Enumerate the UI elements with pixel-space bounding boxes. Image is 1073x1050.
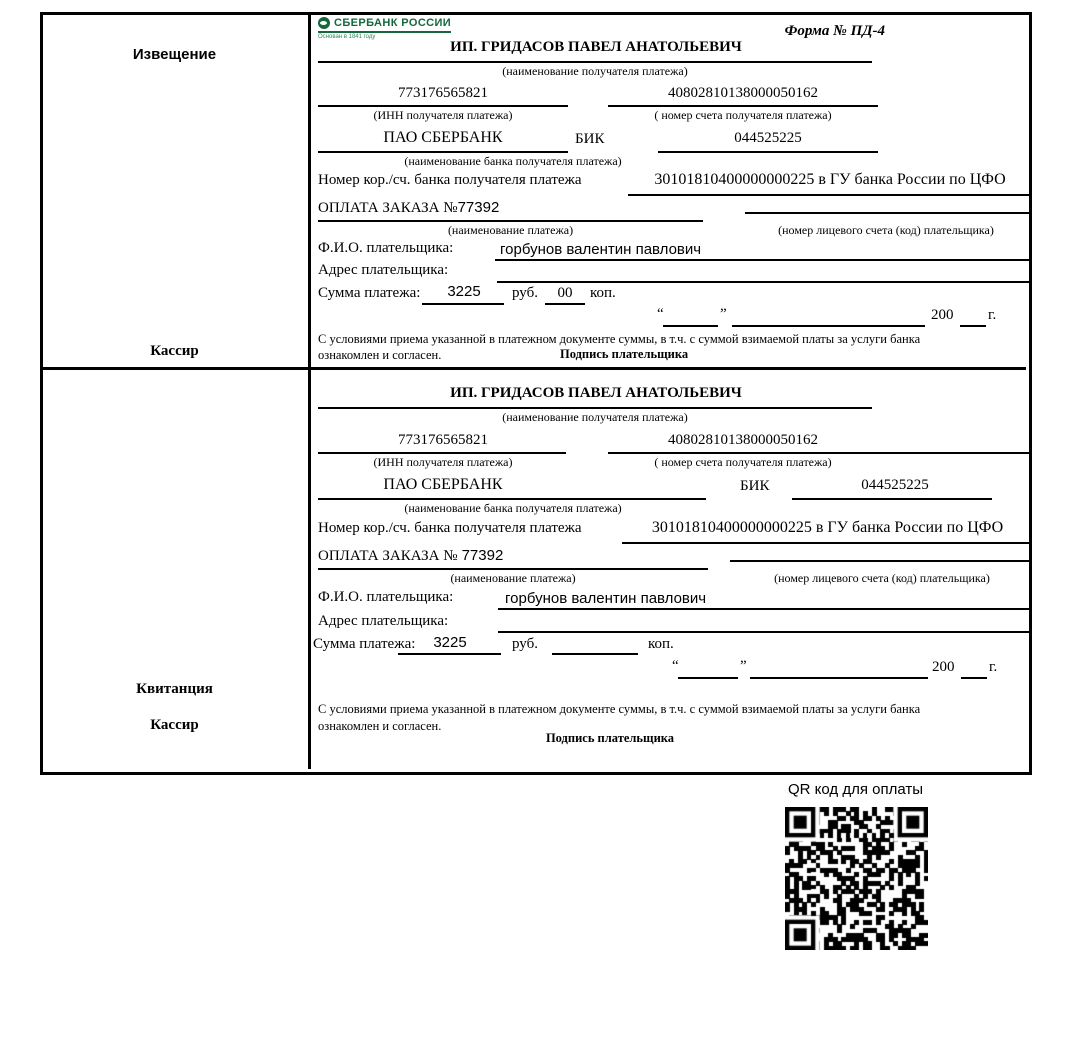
account-line [608,105,878,107]
fio-value-receipt: горбунов валентин павлович [505,590,707,607]
column-divider [308,12,311,769]
sberbank-logo-text: СБЕРБАНК РОССИИ [334,17,452,29]
sum-label-notice: Сумма платежа: [318,285,421,301]
corr-line-receipt [622,542,1029,544]
inn-line-receipt [318,452,566,454]
date-year-suffix-notice: г. [988,307,997,323]
sum-value-notice: 3225 [447,283,481,300]
bank-name-receipt: ПАО СБЕРБАНК [383,476,503,493]
payee-account-receipt: 40802810138000050162 [668,432,818,448]
inn-line [318,105,568,107]
corr-line [628,194,1029,196]
bik-label-receipt: БИК [740,478,770,494]
receipt-label: Квитанция [136,681,213,697]
bank-name-notice: ПАО СБЕРБАНК [383,129,503,146]
payment-purpose-notice [318,199,499,217]
sum-line-receipt [398,653,501,655]
date-year-prefix-notice: 200 [931,307,954,323]
cashier-label-receipt: Кассир [150,717,199,733]
form-number-label: Форма № ПД-4 [784,23,885,39]
cashier-label-notice: Кассир [150,343,199,359]
bik-line [658,151,878,153]
account-caption: ( номер счета получателя платежа) [654,108,832,122]
corr-label-receipt: Номер кор./сч. банка получателя платежа [318,520,582,536]
bank-name-line-receipt [318,498,706,500]
date-day-line-receipt [678,677,738,679]
date-year-line [960,325,986,327]
corr-value-receipt: 30101810400000000225 в ГУ банка России по ЦФО [651,519,1004,536]
agreement-line1-receipt: С условиями приема указанной в платежном документе суммы, в т.ч. с суммой взимаемой платы за услуги банка [318,702,921,716]
agreement-line2-notice: ознакомлен и согласен. [318,348,442,362]
personal-account-caption: (номер лицевого счета (код) плательщика) [778,223,994,237]
sberbank-logo-tagline: Основан в 1841 году [318,33,376,40]
date-quote-open-receipt: “ [672,658,679,674]
fio-line [495,259,1029,261]
date-month-line [732,325,925,327]
bik-label-notice: БИК [575,131,605,147]
account-line-receipt [608,452,1029,454]
signature-label-receipt: Подпись плательщика [545,731,675,745]
bik-value-receipt: 044525225 [861,477,929,493]
bank-name-line [318,151,568,153]
kop-label-receipt: коп. [648,636,674,652]
payee-name-caption-receipt: (наименование получателя платежа) [502,410,688,424]
date-day-line [663,325,718,327]
date-year-prefix-receipt: 200 [932,659,955,675]
fio-label-receipt: Ф.И.О. плательщика: [318,589,454,605]
fio-value-notice: горбунов валентин павлович [500,241,702,258]
qr-label: QR код для оплаты [788,781,924,798]
date-quote-open-notice: “ [657,306,664,322]
payment-purpose-receipt [318,547,503,565]
address-label-receipt: Адрес плательщика: [318,613,449,629]
payee-name-line-receipt [318,407,872,409]
address-line [497,281,1029,283]
personal-account-blank-line [745,212,1029,214]
kop-value-notice: 00 [557,285,573,301]
purpose-label-receipt: ОПЛАТА ЗАКАЗА № [318,548,458,564]
rub-label-receipt: руб. [512,636,538,652]
payee-account-notice: 40802810138000050162 [668,85,818,101]
kop-label-notice: коп. [590,285,616,301]
bik-line-receipt [792,498,992,500]
purpose-line [318,220,703,222]
qr-code [785,807,928,950]
payee-inn-receipt: 773176565821 [398,432,488,448]
account-caption-receipt: ( номер счета получателя платежа) [654,455,832,469]
corr-label-notice: Номер кор./сч. банка получателя платежа [318,172,582,188]
date-year-suffix-receipt: г. [989,659,998,675]
corr-value-notice: 30101810400000000225 в ГУ банка России по ЦФО [654,171,1006,188]
payee-inn-notice: 773176565821 [398,85,488,101]
bik-value-notice: 044525225 [734,130,802,146]
notice-label: Извещение [132,46,217,63]
sum-line [422,303,504,305]
agreement-line2-receipt: ознакомлен и согласен. [318,719,442,733]
payment-name-caption-receipt: (наименование платежа) [450,571,576,585]
agreement-line1-notice: С условиями приема указанной в платежном документе суммы, в т.ч. с суммой взимаемой платы за услуги банка [318,332,921,346]
kop-line [545,303,585,305]
fio-label-notice: Ф.И.О. плательщика: [318,240,454,256]
date-year-line-receipt [961,677,987,679]
sberbank-emblem-icon [318,17,330,29]
address-label-notice: Адрес плательщика: [318,262,449,278]
payee-name-caption: (наименование получателя платежа) [502,64,688,78]
bank-caption: (наименование банка получателя платежа) [404,154,622,168]
inn-caption: (ИНН получателя платежа) [373,108,513,122]
personal-account-blank-line-receipt [730,560,1029,562]
inn-caption-receipt: (ИНН получателя платежа) [373,455,513,469]
date-quote-close-receipt: ” [740,658,747,674]
sberbank-logo [318,17,451,41]
bank-caption-receipt: (наименование банка получателя платежа) [404,501,622,515]
payee-name-receipt: ИП. ГРИДАСОВ ПАВЕЛ АНАТОЛЬЕВИЧ [450,385,742,401]
purpose-line-receipt [318,568,708,570]
signature-label-notice: Подпись плательщика [560,347,689,361]
sum-label-receipt: Сумма платежа: [313,636,416,652]
date-quote-close-notice: ” [720,306,727,322]
order-number-receipt: 77392 [461,547,504,564]
date-month-line-receipt [750,677,928,679]
fio-line-receipt [498,608,1029,610]
payee-name-notice: ИП. ГРИДАСОВ ПАВЕЛ АНАТОЛЬЕВИЧ [450,39,742,55]
section-divider [40,367,1026,370]
address-line-receipt [498,631,1029,633]
rub-label-notice: руб. [512,285,538,301]
purpose-label: ОПЛАТА ЗАКАЗА № [318,200,458,216]
payment-name-caption: (наименование платежа) [447,223,574,237]
kop-line-receipt [552,653,638,655]
sum-value-receipt: 3225 [433,634,467,651]
personal-account-caption-receipt: (номер лицевого счета (код) плательщика) [774,571,990,585]
payee-name-line [318,61,872,63]
order-number: 77392 [457,199,500,216]
